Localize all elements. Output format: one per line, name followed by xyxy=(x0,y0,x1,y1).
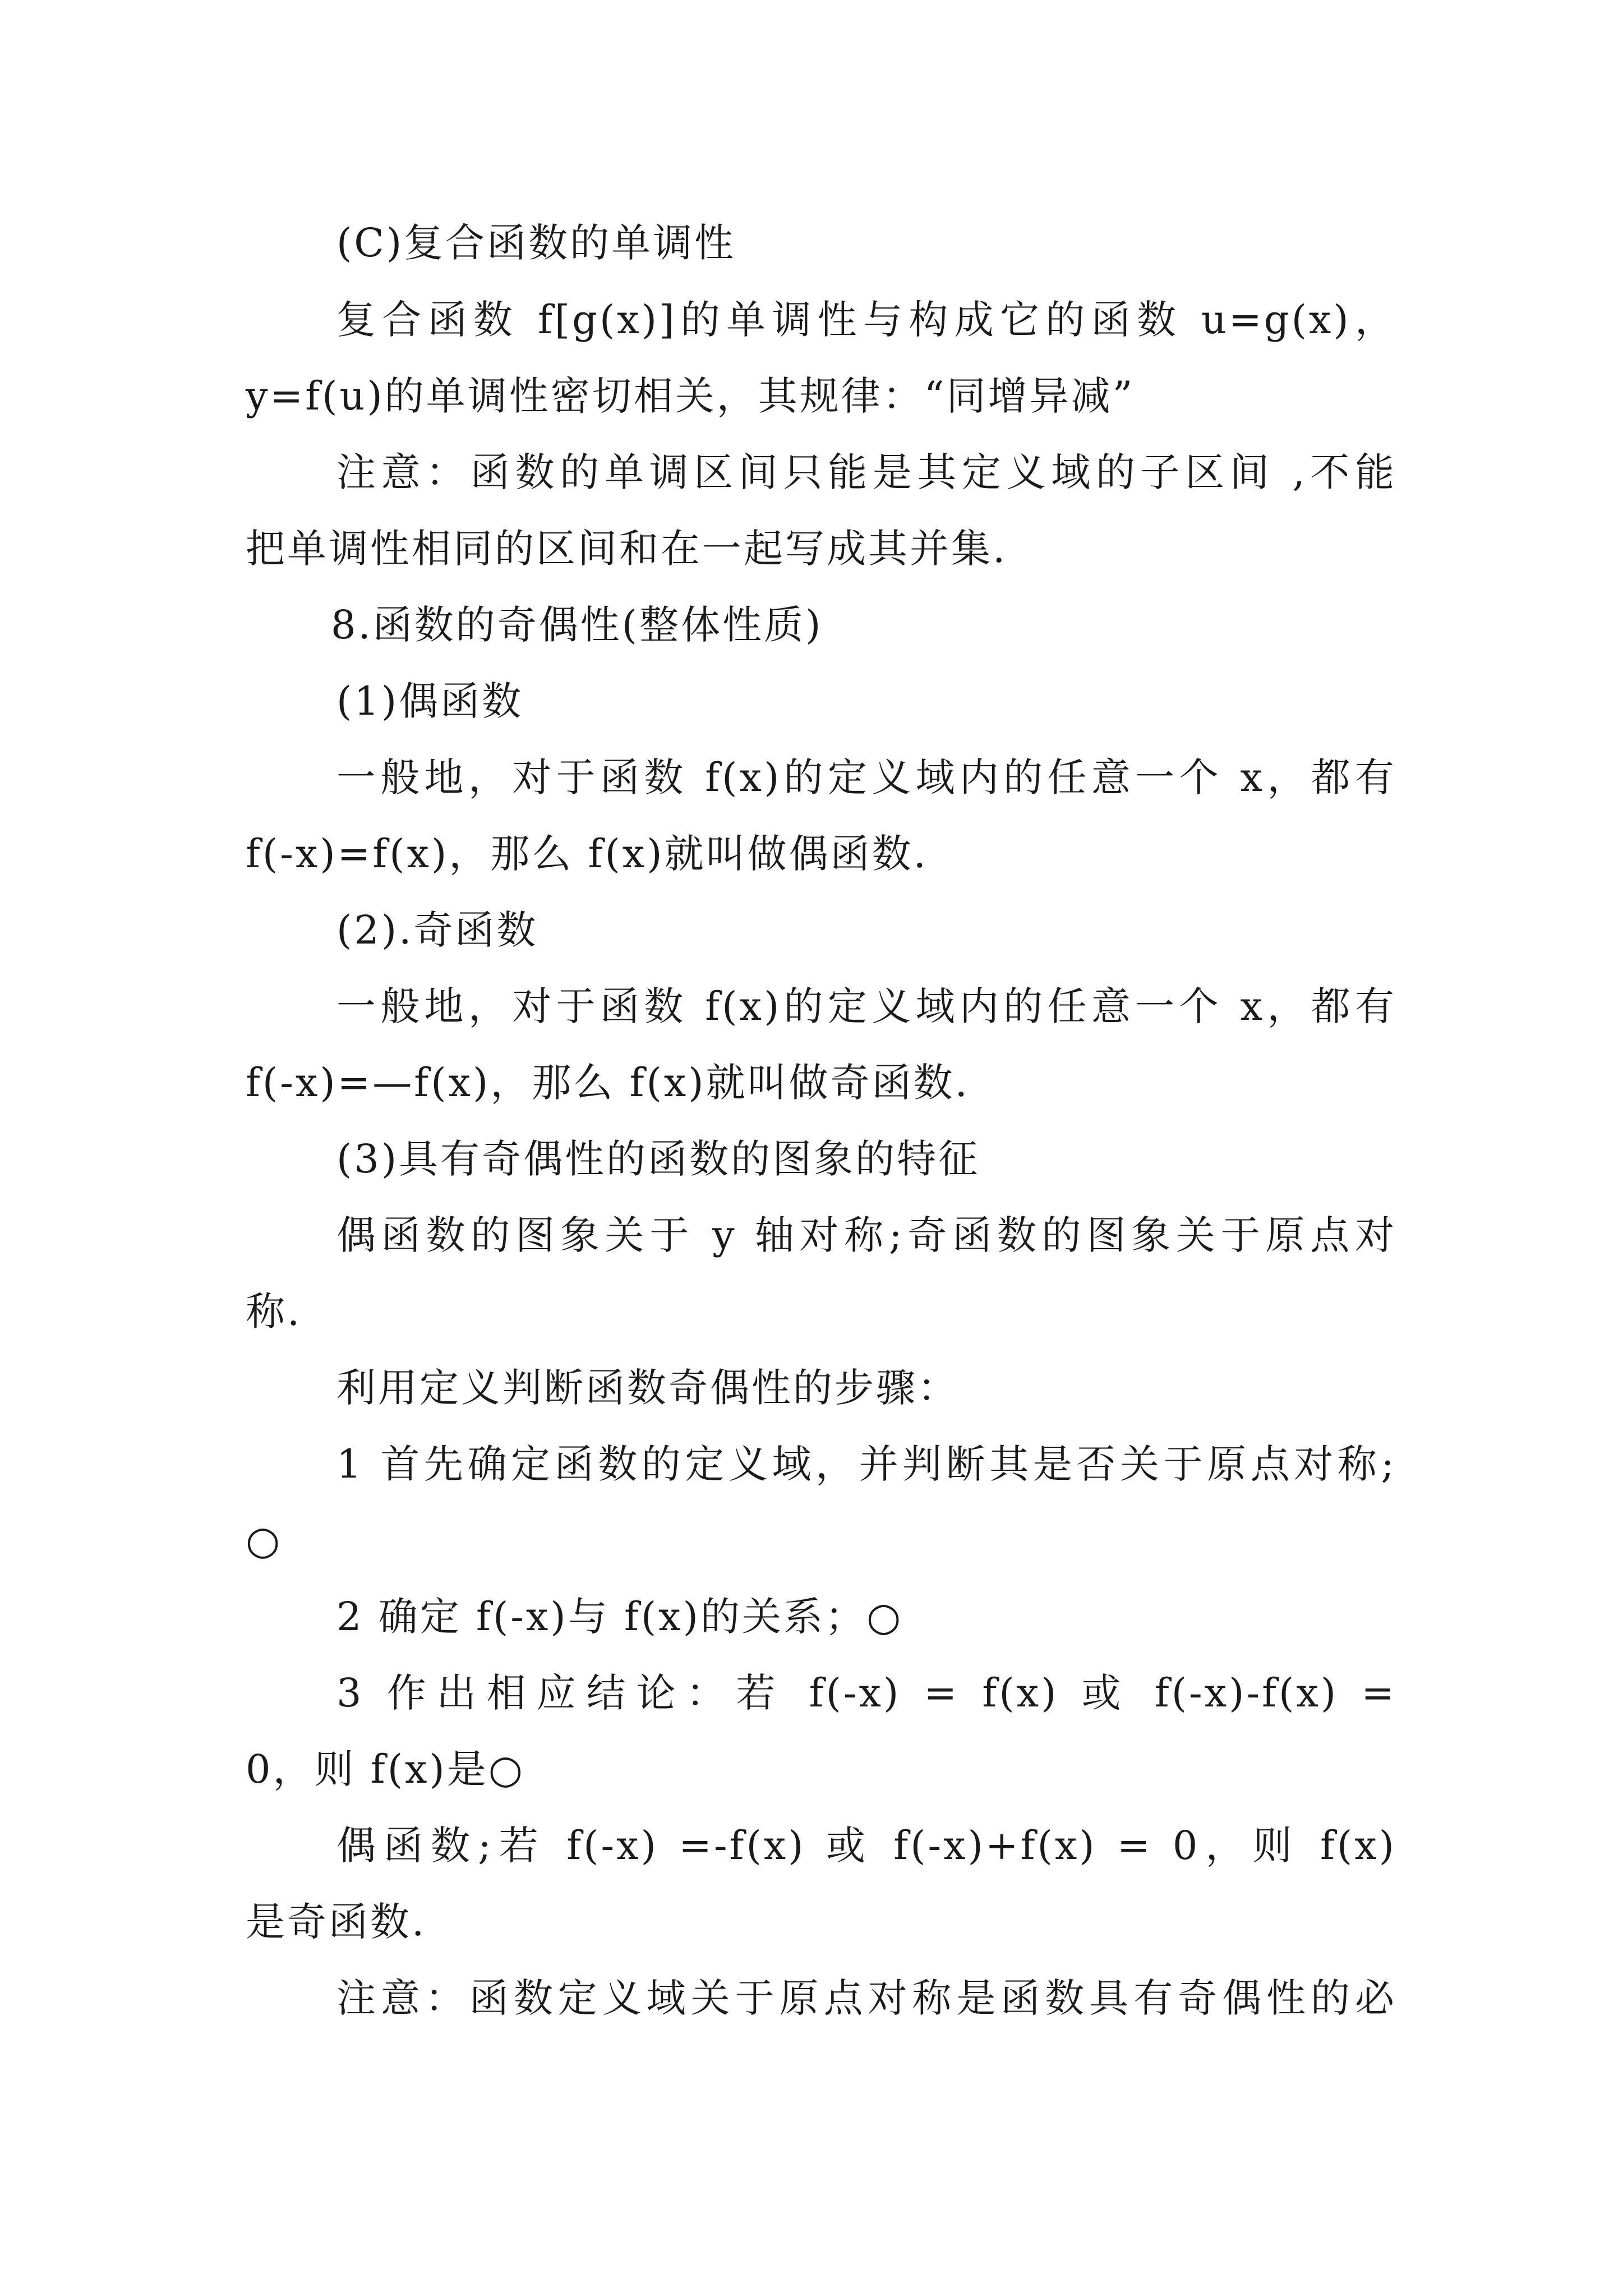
paragraph-line: 偶函数;若 f(-x) =-f(x) 或 f(-x)+f(x) = 0，则 f(x) xyxy=(336,1823,1396,1869)
paragraph-line: f(-x)=—f(x)，那么 f(x)就叫做奇函数. xyxy=(246,1060,970,1106)
paragraph-line: 称. xyxy=(246,1289,302,1335)
step-line: 2 确定 f(-x)与 f(x)的关系；○ xyxy=(336,1594,903,1640)
step-line: ○ xyxy=(246,1517,283,1563)
paragraph-line: 偶函数的图象关于 y 轴对称;奇函数的图象关于原点对 xyxy=(336,1212,1396,1258)
step-line: 0，则 f(x)是○ xyxy=(246,1746,525,1792)
subheading-even-function: (1)偶函数 xyxy=(336,678,524,724)
paragraph-line: y=f(u)的单调性密切相关，其规律：“同增异减” xyxy=(246,373,1135,419)
paragraph-line: 复合函数 f[g(x)]的单调性与构成它的函数 u=g(x)， xyxy=(336,297,1396,343)
paragraph-line: 把单调性相同的区间和在一起写成其并集. xyxy=(246,526,1008,572)
heading-composite-monotonicity: (C)复合函数的单调性 xyxy=(336,220,736,266)
step-line: 3 作出相应结论：若 f(-x) = f(x) 或 f(-x)-f(x) = xyxy=(336,1670,1396,1716)
paragraph-line: 一般地，对于函数 f(x)的定义域内的任意一个 x，都有 xyxy=(336,983,1396,1029)
paragraph-line: 利用定义判断函数奇偶性的步骤： xyxy=(336,1365,959,1411)
subheading-odd-function: (2).奇函数 xyxy=(336,907,538,953)
paragraph-line: 注意：函数的单调区间只能是其定义域的子区间 ,不能 xyxy=(336,449,1396,495)
subheading-graph-features: (3)具有奇偶性的函数的图象的特征 xyxy=(336,1136,980,1182)
paragraph-line: 是奇函数. xyxy=(246,1899,427,1945)
step-line: 1 首先确定函数的定义域，并判断其是否关于原点对称; xyxy=(336,1441,1396,1487)
paragraph-line: 一般地，对于函数 f(x)的定义域内的任意一个 x，都有 xyxy=(336,754,1396,800)
paragraph-line: 注意：函数定义域关于原点对称是函数具有奇偶性的必 xyxy=(336,1975,1396,2021)
section-heading-parity: 8.函数的奇偶性(整体性质) xyxy=(331,602,823,648)
paragraph-line: f(-x)=f(x)，那么 f(x)就叫做偶函数. xyxy=(246,831,928,877)
